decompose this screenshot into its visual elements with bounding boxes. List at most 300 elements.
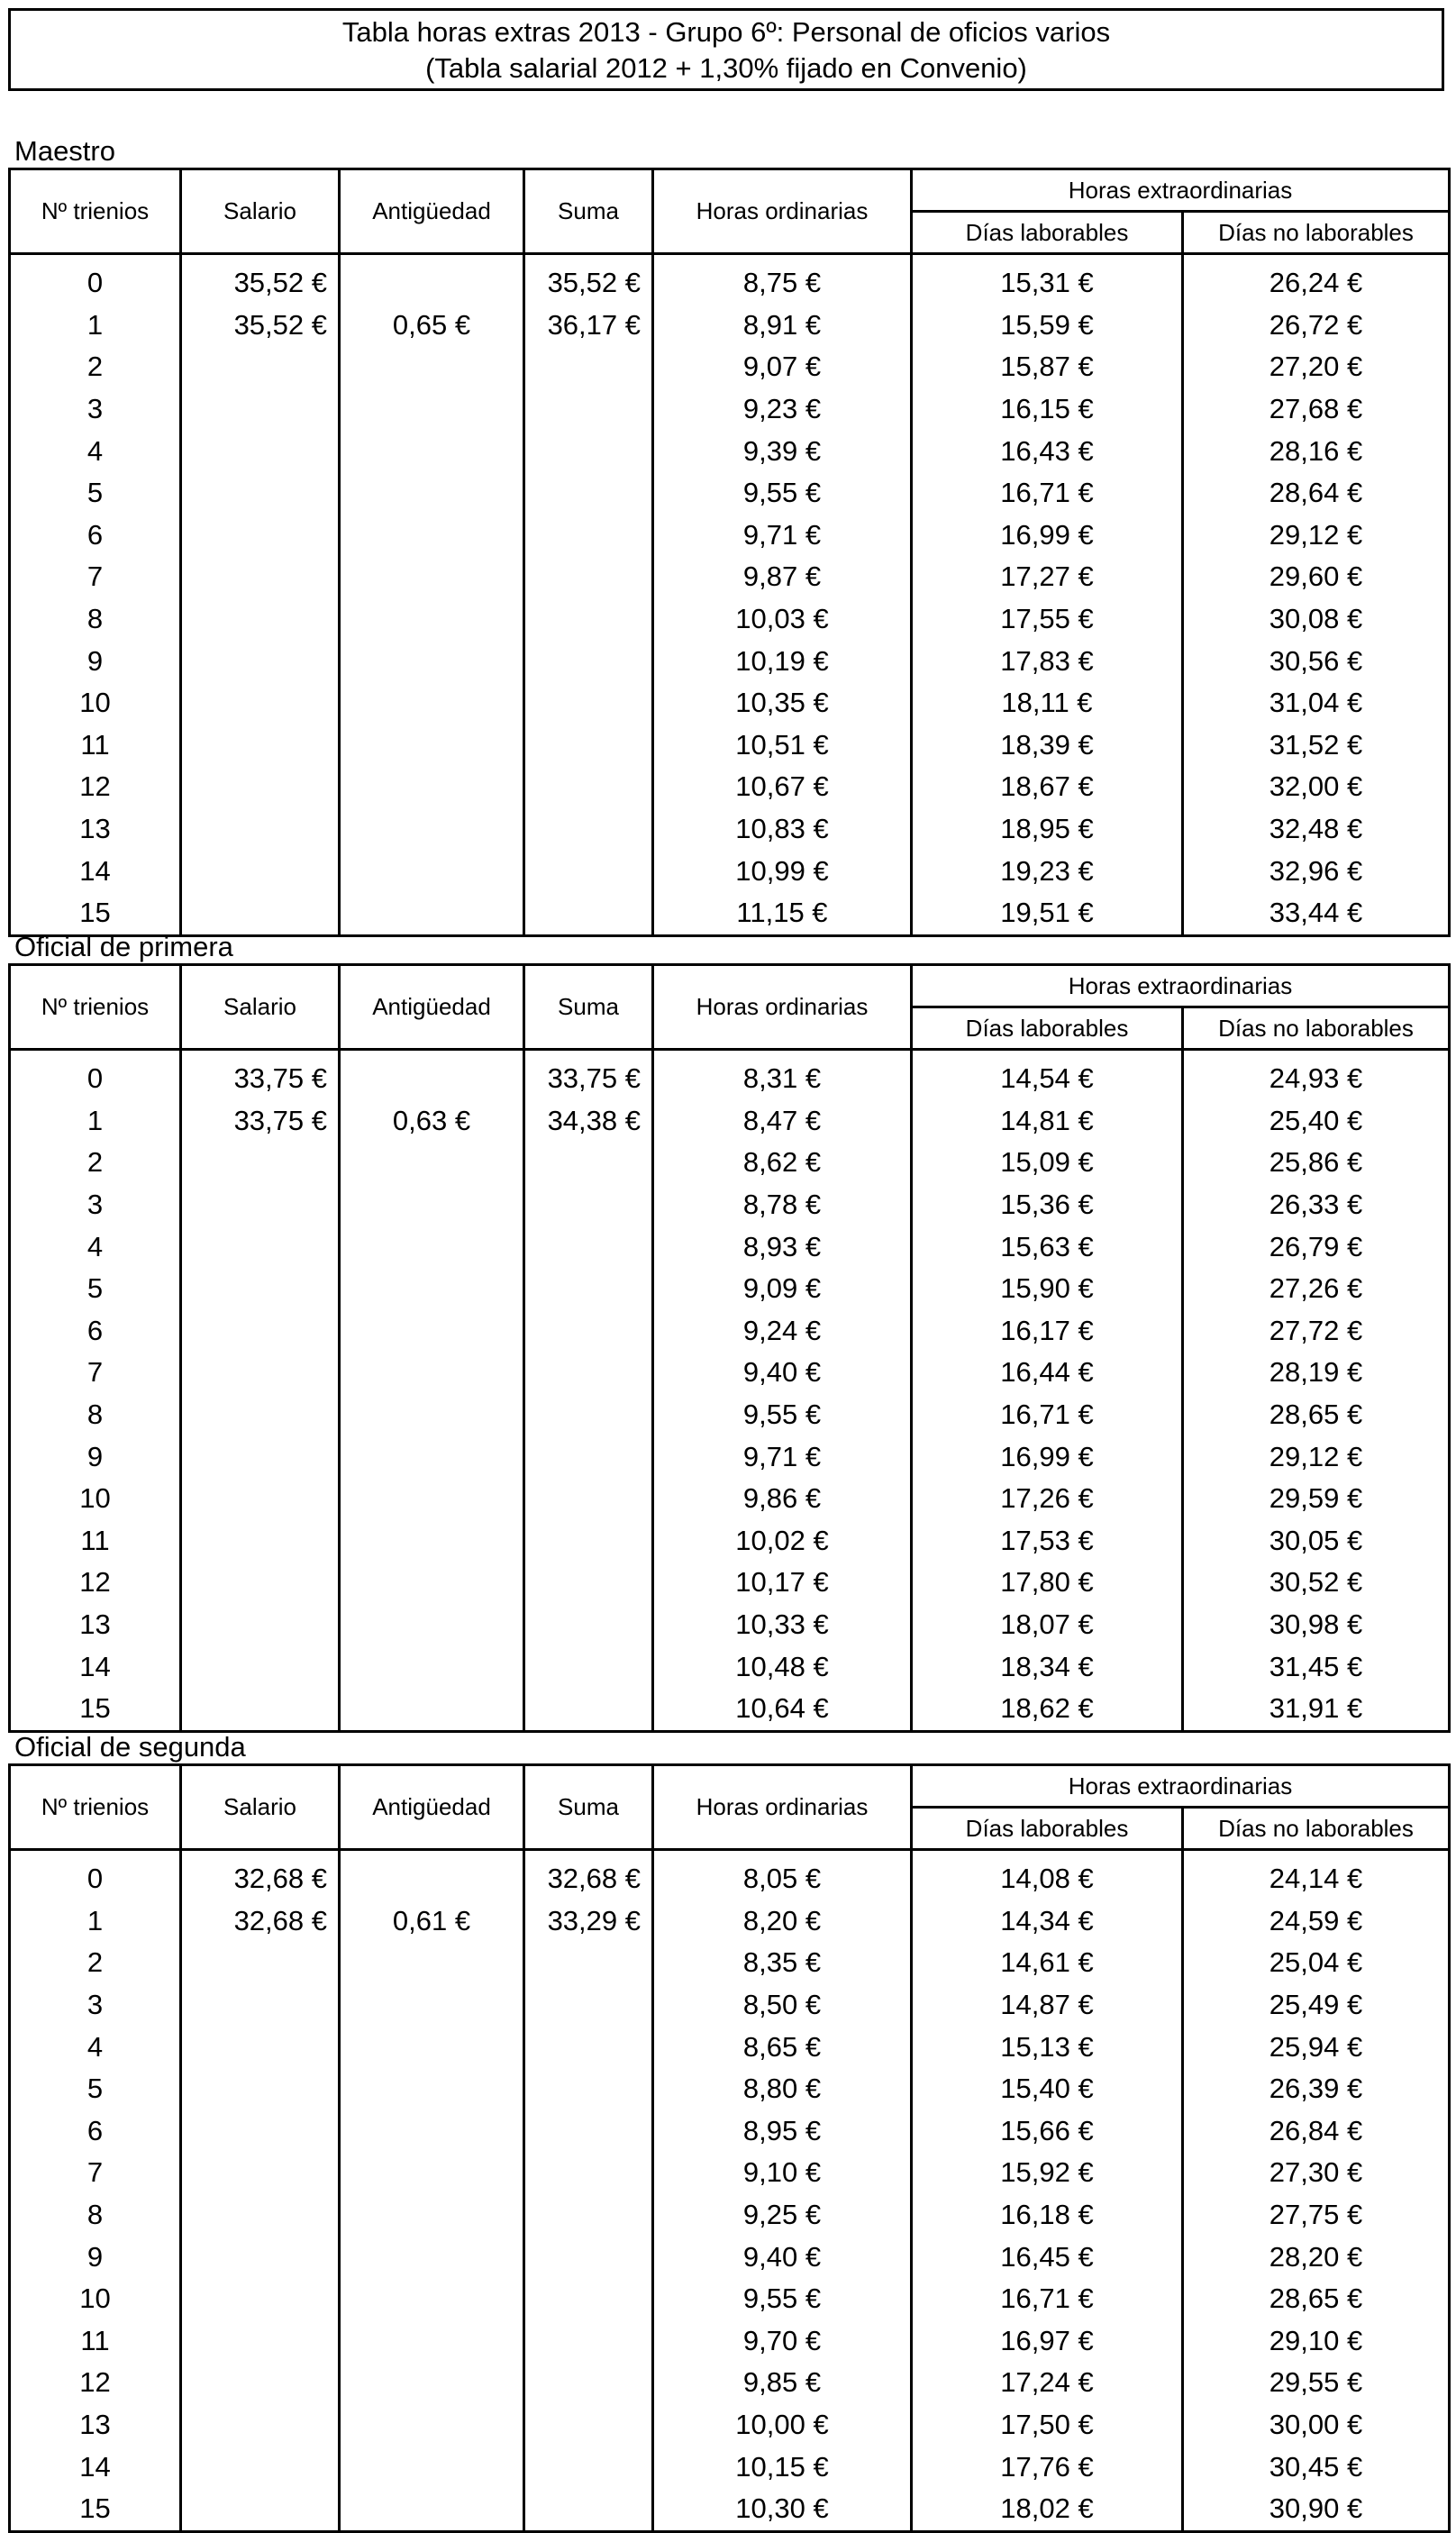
header-dias-no-laborables: Días no laborables — [1183, 212, 1450, 254]
table-row — [10, 1058, 1450, 1100]
table-row — [10, 766, 1450, 808]
dias-laborables-cell: 14,34 € — [912, 1900, 1183, 1943]
antiguedad-cell — [340, 262, 524, 305]
salario-cell — [181, 1394, 340, 1436]
horas-ordinarias-cell: 10,35 € — [653, 682, 912, 724]
table-row — [10, 556, 1450, 598]
dias-laborables-cell: 14,54 € — [912, 1058, 1183, 1100]
salario-cell — [181, 640, 340, 682]
dias-laborables-cell: 18,11 € — [912, 682, 1183, 724]
header-salario: Salario — [181, 965, 340, 1050]
horas-ordinarias-cell: 11,15 € — [653, 892, 912, 935]
antiguedad-cell — [340, 766, 524, 808]
suma-cell — [524, 598, 653, 641]
table-row — [10, 1645, 1450, 1688]
dias-no-laborables-cell: 30,45 € — [1183, 2446, 1450, 2488]
header-trienios: Nº trienios — [10, 965, 181, 1050]
dias-no-laborables-cell: 30,52 € — [1183, 1562, 1450, 1604]
table-row — [10, 682, 1450, 724]
salario-cell — [181, 682, 340, 724]
salario-cell: 35,52 € — [181, 305, 340, 347]
horas-ordinarias-cell: 8,35 € — [653, 1942, 912, 1984]
salario-cell — [181, 2446, 340, 2488]
trienios-cell: 11 — [10, 724, 181, 767]
salario-cell — [181, 1604, 340, 1646]
dias-laborables-cell: 14,87 € — [912, 1984, 1183, 2027]
salario-cell — [181, 2320, 340, 2363]
dias-laborables-cell: 14,61 € — [912, 1942, 1183, 1984]
horas-ordinarias-cell: 8,80 € — [653, 2068, 912, 2110]
suma-cell: 34,38 € — [524, 1100, 653, 1143]
salario-cell: 33,75 € — [181, 1100, 340, 1143]
dias-no-laborables-cell: 25,40 € — [1183, 1100, 1450, 1143]
antiguedad-cell — [340, 1688, 524, 1731]
trienios-cell: 8 — [10, 598, 181, 641]
salario-cell — [181, 766, 340, 808]
suma-cell — [524, 2278, 653, 2320]
horas-ordinarias-cell: 9,25 € — [653, 2194, 912, 2237]
salario-cell — [181, 2152, 340, 2194]
suma-cell — [524, 515, 653, 557]
salary-section — [8, 1731, 1448, 2533]
salario-cell — [181, 556, 340, 598]
antiguedad-cell — [340, 430, 524, 472]
antiguedad-cell — [340, 388, 524, 431]
dias-laborables-cell: 16,44 € — [912, 1352, 1183, 1394]
horas-ordinarias-cell: 10,48 € — [653, 1645, 912, 1688]
horas-ordinarias-cell: 8,31 € — [653, 1058, 912, 1100]
salario-cell — [181, 1520, 340, 1563]
salario-cell: 32,68 € — [181, 1900, 340, 1943]
trienios-cell: 10 — [10, 1478, 181, 1520]
document-subtitle: (Tabla salarial 2012 + 1,30% fijado en Convenio) — [425, 52, 1027, 84]
dias-no-laborables-cell: 29,10 € — [1183, 2320, 1450, 2363]
dias-no-laborables-cell: 30,56 € — [1183, 640, 1450, 682]
dias-laborables-cell: 18,07 € — [912, 1604, 1183, 1646]
dias-no-laborables-cell: 29,12 € — [1183, 515, 1450, 557]
trienios-cell: 6 — [10, 515, 181, 557]
suma-cell — [524, 472, 653, 515]
dias-laborables-cell: 18,34 € — [912, 1645, 1183, 1688]
horas-ordinarias-cell: 9,10 € — [653, 2152, 912, 2194]
salario-cell — [181, 1142, 340, 1184]
horas-ordinarias-cell: 10,03 € — [653, 598, 912, 641]
dias-no-laborables-cell: 25,04 € — [1183, 1942, 1450, 1984]
trienios-cell: 2 — [10, 346, 181, 388]
horas-ordinarias-cell: 10,99 € — [653, 850, 912, 892]
antiguedad-cell — [340, 1058, 524, 1100]
horas-ordinarias-cell: 9,55 € — [653, 472, 912, 515]
salario-cell — [181, 1435, 340, 1478]
header-dias-laborables: Días laborables — [912, 212, 1183, 254]
salario-cell — [181, 1984, 340, 2027]
dias-laborables-cell: 17,26 € — [912, 1478, 1183, 1520]
header-suma: Suma — [524, 169, 653, 254]
dias-no-laborables-cell: 30,90 € — [1183, 2488, 1450, 2531]
salario-cell — [181, 1184, 340, 1226]
header-suma: Suma — [524, 1765, 653, 1850]
dias-laborables-cell: 15,87 € — [912, 346, 1183, 388]
header-horas-extraordinarias: Horas extraordinarias — [912, 965, 1450, 1007]
table-row — [10, 640, 1450, 682]
antiguedad-cell — [340, 1562, 524, 1604]
table-row — [10, 2068, 1450, 2110]
header-dias-laborables: Días laborables — [912, 1007, 1183, 1050]
dias-no-laborables-cell: 25,49 € — [1183, 1984, 1450, 2027]
horas-ordinarias-cell: 8,95 € — [653, 2110, 912, 2153]
horas-ordinarias-cell: 8,62 € — [653, 1142, 912, 1184]
header-salario: Salario — [181, 169, 340, 254]
dias-laborables-cell: 16,45 € — [912, 2236, 1183, 2278]
suma-cell — [524, 892, 653, 935]
horas-ordinarias-cell: 10,15 € — [653, 2446, 912, 2488]
dias-laborables-cell: 18,95 € — [912, 808, 1183, 851]
dias-laborables-cell: 15,92 € — [912, 2152, 1183, 2194]
suma-cell: 35,52 € — [524, 262, 653, 305]
antiguedad-cell — [340, 1942, 524, 1984]
horas-ordinarias-cell: 9,09 € — [653, 1268, 912, 1310]
trienios-cell: 14 — [10, 2446, 181, 2488]
dias-no-laborables-cell: 27,30 € — [1183, 2152, 1450, 2194]
horas-ordinarias-cell: 9,85 € — [653, 2362, 912, 2404]
trienios-cell: 7 — [10, 556, 181, 598]
table-row — [10, 2236, 1450, 2278]
dias-no-laborables-cell: 28,19 € — [1183, 1352, 1450, 1394]
horas-ordinarias-cell: 8,75 € — [653, 262, 912, 305]
antiguedad-cell — [340, 2488, 524, 2531]
dias-laborables-cell: 16,43 € — [912, 430, 1183, 472]
dias-laborables-cell: 16,97 € — [912, 2320, 1183, 2363]
dias-laborables-cell: 16,17 € — [912, 1310, 1183, 1353]
horas-ordinarias-cell: 9,55 € — [653, 1394, 912, 1436]
suma-cell — [524, 1984, 653, 2027]
antiguedad-cell — [340, 1142, 524, 1184]
antiguedad-cell — [340, 682, 524, 724]
antiguedad-cell — [340, 724, 524, 767]
antiguedad-cell — [340, 2110, 524, 2153]
trienios-cell: 4 — [10, 2026, 181, 2068]
table-row — [10, 1268, 1450, 1310]
header-trienios: Nº trienios — [10, 1765, 181, 1850]
table-row — [10, 1352, 1450, 1394]
dias-laborables-cell: 18,67 € — [912, 766, 1183, 808]
table-row — [10, 1184, 1450, 1226]
salario-cell — [181, 1310, 340, 1353]
table-row — [10, 2194, 1450, 2237]
salario-cell — [181, 724, 340, 767]
antiguedad-cell: 0,63 € — [340, 1100, 524, 1143]
trienios-cell: 11 — [10, 1520, 181, 1563]
table-row — [10, 1520, 1450, 1563]
dias-no-laborables-cell: 26,72 € — [1183, 305, 1450, 347]
salario-cell — [181, 1562, 340, 1604]
horas-ordinarias-cell: 8,05 € — [653, 1858, 912, 1900]
table-row — [10, 2446, 1450, 2488]
section-label: Oficial de segunda — [14, 1731, 246, 1763]
table-row — [10, 598, 1450, 641]
table-row — [10, 1984, 1450, 2027]
table-row — [10, 1225, 1450, 1268]
dias-laborables-cell: 15,40 € — [912, 2068, 1183, 2110]
antiguedad-cell — [340, 1435, 524, 1478]
table-row — [10, 808, 1450, 851]
table-row — [10, 2404, 1450, 2446]
table-row — [10, 2320, 1450, 2363]
suma-cell — [524, 1604, 653, 1646]
horas-ordinarias-cell: 8,78 € — [653, 1184, 912, 1226]
dias-laborables-cell: 17,83 € — [912, 640, 1183, 682]
horas-ordinarias-cell: 8,93 € — [653, 1225, 912, 1268]
salario-cell — [181, 515, 340, 557]
table-row — [10, 1858, 1450, 1900]
dias-no-laborables-cell: 28,16 € — [1183, 430, 1450, 472]
antiguedad-cell — [340, 1645, 524, 1688]
dias-no-laborables-cell: 32,00 € — [1183, 766, 1450, 808]
dias-laborables-cell: 15,66 € — [912, 2110, 1183, 2153]
dias-laborables-cell: 15,59 € — [912, 305, 1183, 347]
suma-cell — [524, 2068, 653, 2110]
antiguedad-cell — [340, 1858, 524, 1900]
salario-cell — [181, 430, 340, 472]
suma-cell — [524, 724, 653, 767]
header-spacer-row — [10, 1050, 1450, 1059]
header-antiguedad: Antigüedad — [340, 169, 524, 254]
antiguedad-cell: 0,61 € — [340, 1900, 524, 1943]
trienios-cell: 12 — [10, 1562, 181, 1604]
trienios-cell: 5 — [10, 472, 181, 515]
horas-ordinarias-cell: 10,19 € — [653, 640, 912, 682]
dias-no-laborables-cell: 33,44 € — [1183, 892, 1450, 935]
dias-no-laborables-cell: 26,39 € — [1183, 2068, 1450, 2110]
table-row — [10, 1900, 1450, 1943]
suma-cell — [524, 1478, 653, 1520]
header-spacer-row — [10, 254, 1450, 263]
horas-ordinarias-cell: 8,20 € — [653, 1900, 912, 1943]
suma-cell — [524, 1942, 653, 1984]
suma-cell — [524, 388, 653, 431]
table-row — [10, 1142, 1450, 1184]
antiguedad-cell — [340, 640, 524, 682]
header-antiguedad: Antigüedad — [340, 965, 524, 1050]
suma-cell — [524, 2320, 653, 2363]
dias-laborables-cell: 18,39 € — [912, 724, 1183, 767]
dias-no-laborables-cell: 30,00 € — [1183, 2404, 1450, 2446]
dias-laborables-cell: 17,55 € — [912, 598, 1183, 641]
header-horas-ordinarias: Horas ordinarias — [653, 169, 912, 254]
dias-no-laborables-cell: 28,65 € — [1183, 1394, 1450, 1436]
suma-cell: 33,29 € — [524, 1900, 653, 1943]
horas-ordinarias-cell: 8,50 € — [653, 1984, 912, 2027]
trienios-cell: 9 — [10, 1435, 181, 1478]
dias-laborables-cell: 17,24 € — [912, 2362, 1183, 2404]
table-row — [10, 1310, 1450, 1353]
suma-cell: 36,17 € — [524, 305, 653, 347]
horas-ordinarias-cell: 9,39 € — [653, 430, 912, 472]
dias-no-laborables-cell: 24,59 € — [1183, 1900, 1450, 1943]
dias-no-laborables-cell: 24,14 € — [1183, 1858, 1450, 1900]
horas-ordinarias-cell: 9,70 € — [653, 2320, 912, 2363]
salario-cell: 33,75 € — [181, 1058, 340, 1100]
suma-cell — [524, 2362, 653, 2404]
horas-ordinarias-cell: 9,87 € — [653, 556, 912, 598]
antiguedad-cell — [340, 515, 524, 557]
antiguedad-cell — [340, 808, 524, 851]
dias-no-laborables-cell: 31,91 € — [1183, 1688, 1450, 1731]
dias-no-laborables-cell: 27,75 € — [1183, 2194, 1450, 2237]
salario-cell — [181, 388, 340, 431]
salario-cell — [181, 2362, 340, 2404]
trienios-cell: 11 — [10, 2320, 181, 2363]
dias-no-laborables-cell: 27,20 € — [1183, 346, 1450, 388]
trienios-cell: 15 — [10, 892, 181, 935]
suma-cell — [524, 2026, 653, 2068]
header-horas-ordinarias: Horas ordinarias — [653, 965, 912, 1050]
horas-ordinarias-cell: 9,71 € — [653, 515, 912, 557]
dias-laborables-cell: 17,50 € — [912, 2404, 1183, 2446]
salario-cell — [181, 598, 340, 641]
salario-cell — [181, 2404, 340, 2446]
horas-ordinarias-cell: 10,33 € — [653, 1604, 912, 1646]
table-row — [10, 472, 1450, 515]
header-trienios: Nº trienios — [10, 169, 181, 254]
dias-laborables-cell: 17,27 € — [912, 556, 1183, 598]
table-row — [10, 305, 1450, 347]
table-row — [10, 1435, 1450, 1478]
overtime-table — [8, 168, 1451, 937]
dias-laborables-cell: 15,36 € — [912, 1184, 1183, 1226]
dias-no-laborables-cell: 32,48 € — [1183, 808, 1450, 851]
antiguedad-cell — [340, 2068, 524, 2110]
salary-section — [8, 135, 1448, 937]
header-suma: Suma — [524, 965, 653, 1050]
dias-no-laborables-cell: 30,05 € — [1183, 1520, 1450, 1563]
suma-cell — [524, 850, 653, 892]
horas-ordinarias-cell: 9,24 € — [653, 1310, 912, 1353]
antiguedad-cell — [340, 1225, 524, 1268]
overtime-table — [8, 1763, 1451, 2533]
antiguedad-cell — [340, 2152, 524, 2194]
trienios-cell: 2 — [10, 1142, 181, 1184]
salario-cell — [181, 892, 340, 935]
dias-no-laborables-cell: 30,98 € — [1183, 1604, 1450, 1646]
suma-cell — [524, 1310, 653, 1353]
dias-no-laborables-cell: 27,26 € — [1183, 1268, 1450, 1310]
document-title: Tabla horas extras 2013 - Grupo 6º: Personal de oficios varios — [341, 16, 1111, 48]
trienios-cell: 15 — [10, 2488, 181, 2531]
table-row — [10, 1100, 1450, 1143]
salary-section — [8, 931, 1448, 1733]
suma-cell — [524, 1688, 653, 1731]
suma-cell — [524, 1645, 653, 1688]
suma-cell — [524, 1268, 653, 1310]
dias-laborables-cell: 15,90 € — [912, 1268, 1183, 1310]
horas-ordinarias-cell: 9,55 € — [653, 2278, 912, 2320]
dias-laborables-cell: 16,71 € — [912, 2278, 1183, 2320]
trienios-cell: 13 — [10, 808, 181, 851]
salario-cell — [181, 2026, 340, 2068]
salario-cell — [181, 2236, 340, 2278]
antiguedad-cell — [340, 2404, 524, 2446]
table-row — [10, 724, 1450, 767]
suma-cell — [524, 808, 653, 851]
antiguedad-cell — [340, 2362, 524, 2404]
suma-cell — [524, 556, 653, 598]
antiguedad-cell — [340, 1352, 524, 1394]
antiguedad-cell — [340, 892, 524, 935]
salario-cell — [181, 2194, 340, 2237]
dias-laborables-cell: 14,08 € — [912, 1858, 1183, 1900]
table-row — [10, 2152, 1450, 2194]
antiguedad-cell — [340, 598, 524, 641]
suma-cell — [524, 2110, 653, 2153]
dias-no-laborables-cell: 29,55 € — [1183, 2362, 1450, 2404]
horas-ordinarias-cell: 8,65 € — [653, 2026, 912, 2068]
salario-cell — [181, 1688, 340, 1731]
salario-cell: 32,68 € — [181, 1858, 340, 1900]
header-horas-extraordinarias: Horas extraordinarias — [912, 169, 1450, 212]
salario-cell — [181, 2278, 340, 2320]
dias-no-laborables-cell: 26,24 € — [1183, 262, 1450, 305]
antiguedad-cell — [340, 556, 524, 598]
dias-no-laborables-cell: 29,60 € — [1183, 556, 1450, 598]
dias-no-laborables-cell: 30,08 € — [1183, 598, 1450, 641]
dias-no-laborables-cell: 27,68 € — [1183, 388, 1450, 431]
antiguedad-cell — [340, 2278, 524, 2320]
horas-ordinarias-cell: 10,30 € — [653, 2488, 912, 2531]
trienios-cell: 14 — [10, 850, 181, 892]
header-horas-ordinarias: Horas ordinarias — [653, 1765, 912, 1850]
trienios-cell: 8 — [10, 2194, 181, 2237]
suma-cell — [524, 1520, 653, 1563]
suma-cell — [524, 1184, 653, 1226]
suma-cell — [524, 1562, 653, 1604]
header-spacer-row — [10, 1850, 1450, 1859]
salario-cell — [181, 1225, 340, 1268]
dias-laborables-cell: 16,15 € — [912, 388, 1183, 431]
header-horas-extraordinarias: Horas extraordinarias — [912, 1765, 1450, 1808]
dias-laborables-cell: 15,13 € — [912, 2026, 1183, 2068]
table-row — [10, 1942, 1450, 1984]
dias-no-laborables-cell: 25,86 € — [1183, 1142, 1450, 1184]
salario-cell — [181, 1268, 340, 1310]
dias-laborables-cell: 16,71 € — [912, 472, 1183, 515]
table-row — [10, 388, 1450, 431]
trienios-cell: 10 — [10, 2278, 181, 2320]
trienios-cell: 2 — [10, 1942, 181, 1984]
trienios-cell: 1 — [10, 305, 181, 347]
salario-cell — [181, 1645, 340, 1688]
trienios-cell: 9 — [10, 2236, 181, 2278]
suma-cell — [524, 2194, 653, 2237]
dias-no-laborables-cell: 27,72 € — [1183, 1310, 1450, 1353]
antiguedad-cell — [340, 1394, 524, 1436]
trienios-cell: 0 — [10, 1058, 181, 1100]
antiguedad-cell — [340, 1984, 524, 2027]
trienios-cell: 1 — [10, 1900, 181, 1943]
dias-laborables-cell: 16,99 € — [912, 1435, 1183, 1478]
antiguedad-cell — [340, 1184, 524, 1226]
dias-no-laborables-cell: 31,04 € — [1183, 682, 1450, 724]
dias-laborables-cell: 16,71 € — [912, 1394, 1183, 1436]
horas-ordinarias-cell: 9,07 € — [653, 346, 912, 388]
trienios-cell: 4 — [10, 430, 181, 472]
dias-no-laborables-cell: 32,96 € — [1183, 850, 1450, 892]
dias-laborables-cell: 17,53 € — [912, 1520, 1183, 1563]
antiguedad-cell — [340, 2026, 524, 2068]
overtime-table — [8, 963, 1451, 1733]
trienios-cell: 8 — [10, 1394, 181, 1436]
horas-ordinarias-cell: 9,40 € — [653, 2236, 912, 2278]
